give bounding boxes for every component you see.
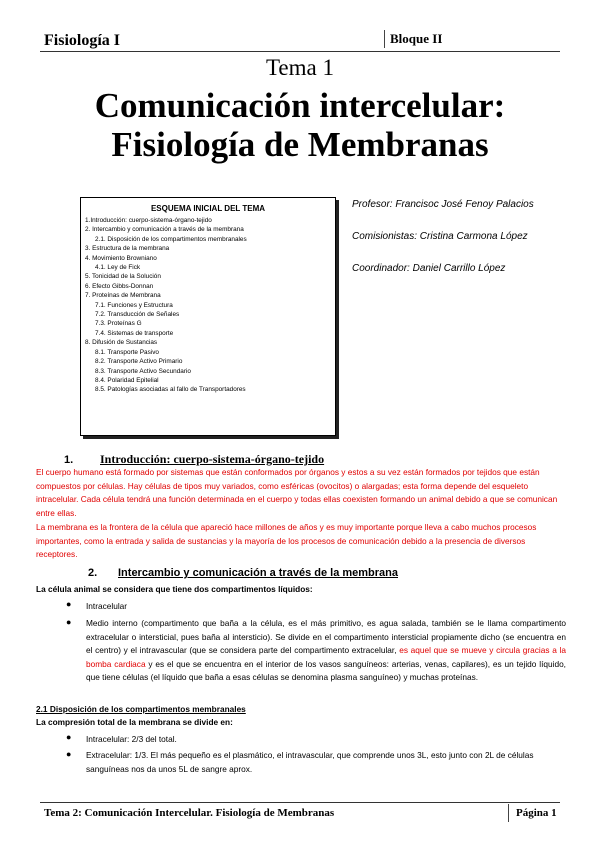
medio-interno-text-a: Medio interno (compartimento que baña a la célula, es el más primitivo, es agua salada, también se le llama compartimento extracelular o intersticial, pues baña al intersticio). Se divide en el compartimento intersticial propiamente dicho (se encuentra en el centro) y el intravascular (que se considera parte del compartimento extracelular, <box>86 618 566 656</box>
esquema-item: 8.4. Polaridad Epitelial <box>95 376 159 384</box>
esquema-item: 7.1. Funciones y Estructura <box>95 301 173 309</box>
section-1-title: Introducción: cuerpo-sistema-órgano-tejido <box>100 452 325 466</box>
esquema-item: 4.1. Ley de Fick <box>95 264 141 272</box>
esquema-item: 4. Movimiento Browniano <box>85 254 157 262</box>
page-number: Página 1 <box>516 807 557 819</box>
esquema-item: 1.Introducción: cuerpo-sistema-órgano-tejido <box>85 217 212 224</box>
esquema-item: 8. Difusión de Sustancias <box>85 339 158 347</box>
comisionistas: Comisionistas: Cristina Carmona López <box>352 231 528 242</box>
section-2-intro: La célula animal se considera que tiene dos compartimentos líquidos: <box>36 584 313 594</box>
bullet-icon: ● <box>66 749 72 759</box>
header-subject: Fisiología I <box>44 32 121 49</box>
section-2-heading <box>88 567 398 579</box>
page-title <box>0 86 600 164</box>
bullet-intracelular: Intracelular <box>86 601 128 611</box>
esquema-item: 3. Estructura de la membrana <box>85 245 170 253</box>
section-2-title: Intercambio y comunicación a través de la membrana <box>118 567 398 579</box>
esquema-item: 7.4. Sistemas de transporte <box>95 329 174 337</box>
title-line-1: Comunicación intercelular: <box>94 86 506 125</box>
esquema-list <box>81 216 335 395</box>
esquema-item: 6. Efecto Gibbs-Donnan <box>85 282 154 290</box>
esquema-item: 8.2. Transporte Activo Primario <box>95 358 183 366</box>
medio-interno-text-b: y es el que se encuentra en el interior de los vasos sanguíneos: arterias, venas, capilares), es un tejido líquido, que tiene células (el líquido que baña a esas células se denomina plasma sanguíneo) y muchas proteínas. <box>86 658 566 683</box>
profesor: Profesor: Francisoc José Fenoy Palacios <box>352 199 534 210</box>
bullet-icon: ● <box>66 599 72 609</box>
coordinador: Coordinador: Daniel Carrillo López <box>352 263 506 274</box>
esquema-item: 5. Tonicidad de la Solución <box>85 273 161 281</box>
title-line-2: Fisiología de Membranas <box>111 125 489 164</box>
bullet-icon: ● <box>66 617 72 627</box>
section-1-heading <box>64 452 324 467</box>
esquema-item: 7.3. Proteínas G <box>95 320 142 328</box>
esquema-box <box>80 197 336 436</box>
footer-title: Tema 2: Comunicación Intercelular. Fisiología de Membranas <box>44 807 335 819</box>
section-1-paragraph-1: El cuerpo humano está formado por sistemas que están conformados por órganos y estos a su vez están formados por tejidos que están compuestos por células. Hay células de tipos muy variados, como esféricas (ovocitos) o alargadas; esta forma depende del esqueleto intracelular. Cada célula tendrá una función determinada en el cuerpo y todas ellas coexisten formando un animal debido a que se comunican entre ellas. <box>36 467 558 518</box>
esquema-item: 2.1. Disposición de los compartimentos membranales <box>95 235 247 243</box>
esquema-item: 7. Proteínas de Membrana <box>85 292 161 300</box>
tema-label: Tema 1 <box>265 55 334 80</box>
footer-rule <box>40 802 560 803</box>
subsection-2-1-intro: La compresión total de la membrana se divide en: <box>36 717 233 727</box>
esquema-title: ESQUEMA INICIAL DEL TEMA <box>150 204 266 213</box>
header-divider <box>384 30 385 48</box>
esquema-item: 8.5. Patologías asociadas al fallo de Transportadores <box>95 386 246 394</box>
bullet-medio-interno <box>86 617 566 685</box>
esquema-item: 7.2. Transducción de Señales <box>95 311 180 319</box>
footer-divider <box>508 804 509 822</box>
section-1-number: 1. <box>64 454 74 466</box>
esquema-item: 8.3. Transporte Activo Secundario <box>95 367 191 375</box>
section-1-paragraph-2: La membrana es la frontera de la célula que apareció hace millones de años y es muy importante porque lleva a cabo muchos procesos importantes, como la entrada y salida de sustancias y la mayoría de los procesos de comunicación debido a la presencia de diversos receptores. <box>36 522 537 560</box>
medio-interno-text-red: es aquel que se mueve y circula gracias a la bomba cardiaca <box>86 645 566 669</box>
esquema-item: 8.1. Transporte Pasivo <box>95 348 159 356</box>
section-2-number: 2. <box>88 567 98 579</box>
bullet-icon: ● <box>66 732 72 742</box>
bullet-extracelular-fraction: Extracelular: 1/3. El más pequeño es el plasmático, el intravascular, que comprende unos 3L, esto junto con 2L de células sanguíneas nos da unos 5L de sangre aprox. <box>86 750 534 774</box>
header-rule <box>40 51 560 52</box>
subsection-2-1-title: 2.1 Disposición de los compartimentos membranales <box>36 704 246 714</box>
esquema-item: 2. Intercambio y comunicación a través de la membrana <box>85 226 244 234</box>
header-block: Bloque II <box>390 31 443 46</box>
bullet-intracelular-fraction: Intracelular: 2/3 del total. <box>86 734 177 744</box>
